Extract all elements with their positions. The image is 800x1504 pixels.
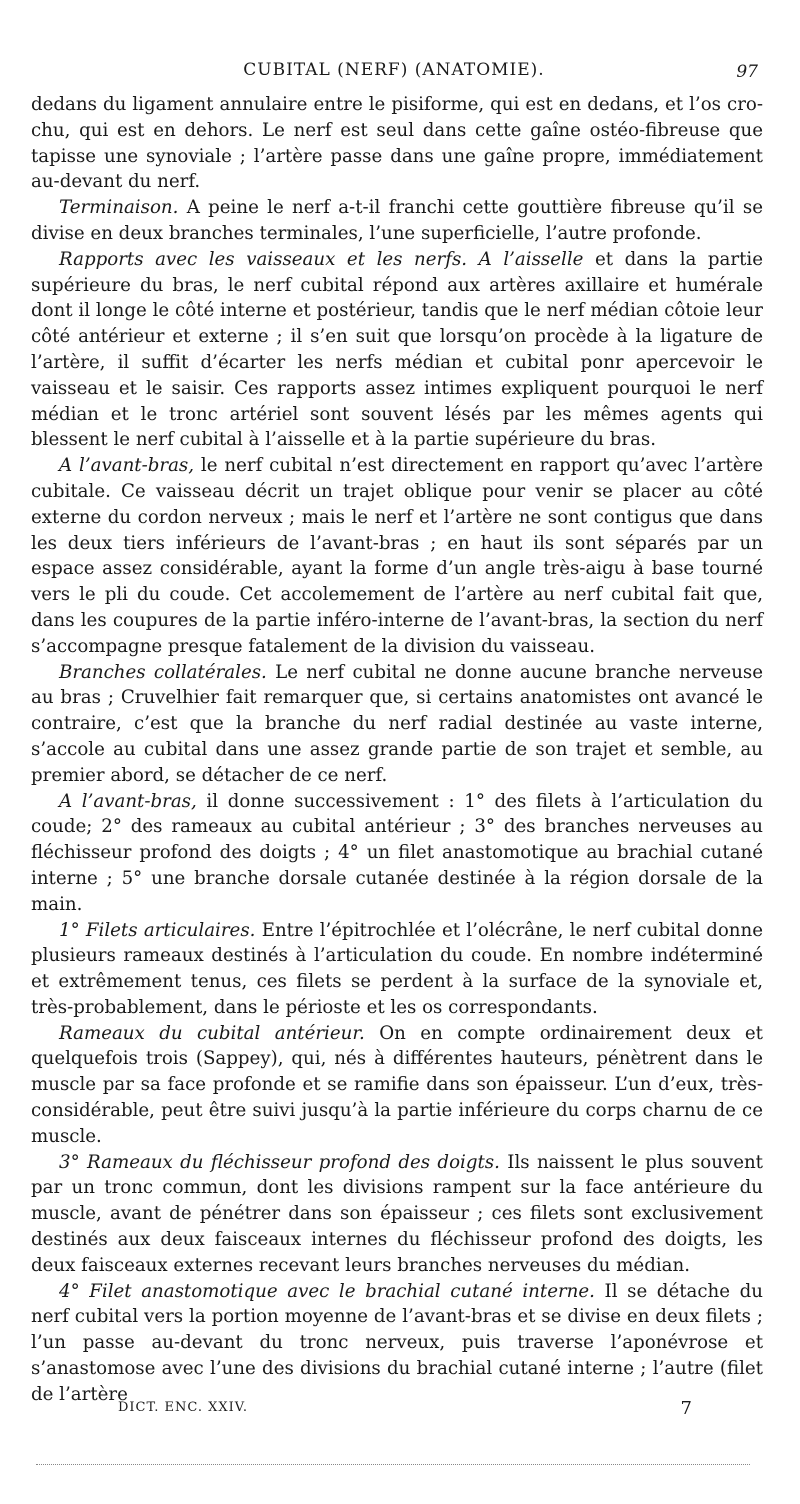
paragraph-text: Ils naissent le plus souvent par un tronc commun, dont les divisions rampent sur la face antérieure du muscle, avant de pénétrer dans son épaisseur ; ces filets sont exclusivement destinés aux deux faisceaux internes du fléchisseur profond des doigts, les deux faisceaux externes recevant leurs branches nerveuses du médian.	[31, 1151, 763, 1276]
paragraph-rameaux-flechisseur	[31, 1150, 763, 1279]
paragraph-avant-bras-branches	[31, 789, 763, 918]
paragraph-terminaison	[31, 195, 763, 247]
paragraph-lead: 3° Rameaux du fléchisseur profond des doigts.	[59, 1151, 500, 1173]
paragraph-lead: 1° Filets articulaires.	[59, 919, 256, 941]
paragraph-lead: Rapports avec les vaisseaux et les nerfs. A l’aisselle	[59, 248, 584, 270]
paragraph-text: Le nerf cubital ne donne aucune branche nerveuse au bras ; Cruvelhier fait remarquer que, si certains anatomistes ont avancé le contraire, c’est que la branche du nerf radial destinée au vaste interne, s’accole au cubital dans une assez grande partie de son trajet et semble, au premier abord, se détacher de ce nerf.	[31, 661, 764, 786]
paragraph-text: A peine le nerf a-t-il franchi cette gouttière fibreuse qu’il se divise en deux branches terminales, l’une superficielle, l’autre profonde.	[31, 197, 763, 244]
paragraph-lead: A l’avant-bras,	[59, 455, 195, 477]
page-footer	[118, 1398, 692, 1424]
paragraph-text: Entre l’épitrochlée et l’olécrâne, le nerf cubital donne plusieurs rameaux destinés à l’articulation du coude. En nombre indéterminé et extrêmement tenus, ces filets se perdent à la surface de la synoviale et, très-probablement, dans le périoste et les os correspondants.	[31, 919, 763, 1018]
sheet-number: 7	[680, 1398, 692, 1419]
paragraph-lead: Rameaux du cubital antérieur.	[59, 1022, 365, 1044]
paragraph-lead: Terminaison.	[59, 197, 179, 219]
paragraph-text: Il se détache du nerf cubital vers la portion moyenne de l’avant-bras et se divise en deux filets ; l’un passe au-devant du tronc nerveux, puis traverse l’aponévrose et s’anastomose avec l’une des divisions du brachial cutané interne ; l’autre (filet de l’artère	[31, 1280, 763, 1405]
paragraph-text: le nerf cubital n’est directement en rapport qu’avec l’artère cubitale. Ce vaisseau décrit un trajet oblique pour venir se placer au côté externe du cordon nerveux ; mais le nerf et l’artère ne sont contigus que dans les deux tiers inférieurs de l’avant-bras ; en haut ils sont séparés par un espace assez considérable, ayant la forme d’un angle très-aigu à base tourné vers le pli du coude. Cet accolemement de l’artère au nerf cubital fait que, dans les coupures de la partie inféro-interne de l’avant-bras, la section du nerf s’accompagne presque fatalement de la division du vaisseau.	[31, 455, 764, 657]
paragraph-avant-bras	[31, 453, 763, 659]
paragraph-filets-articulaires	[31, 918, 763, 1021]
paragraph-lead: A l’avant-bras,	[59, 790, 197, 812]
signature-mark: DICT. ENC. XXIV.	[118, 1400, 249, 1415]
paragraph-filet-anastomotique	[31, 1279, 763, 1408]
bottom-rule	[36, 1464, 750, 1465]
paragraph-text: et dans la partie supérieure du bras, le nerf cubital répond aux artères axillaire et humérale dont il longe le côté interne et postérieur, tandis que le nerf médian côtoie leur côté antérieur et externe ; il s’en suit que lorsqu’on procède à la ligature de l’artère, il suffit d’écarter les nerfs médian et cubital ponr apercevoir le vaisseau et le saisir. Ces rapports assez intimes expliquent pourquoi le nerf médian et le tronc artériel sont souvent lésés par les mêmes agents qui blessent le nerf cubital à l’aisselle et à la partie supérieure du bras.	[31, 248, 763, 451]
paragraph-text: dedans du ligament annulaire entre le pisiforme, qui est en dedans, et l’os cro-chu, qui est en dehors. Le nerf est seul dans cette gaîne ostéo-fibreuse que tapisse une synoviale ; l’artère passe dans une gaîne propre, immédiatement au-devant du nerf.	[31, 94, 763, 193]
paragraph-continuation	[31, 92, 763, 195]
paragraph-lead: 4° Filet anastomotique avec le brachial cutané interne.	[59, 1280, 595, 1302]
paragraph-text: il donne successivement : 1° des filets à l’articulation du coude; 2° des rameaux au cubital antérieur ; 3° des branches nerveuses au fléchisseur profond des doigts ; 4° un filet anastomotique au brachial cutané interne ; 5° une branche dorsale cutanée destinée à la région dorsale de la main.	[31, 790, 763, 915]
body-text	[31, 92, 763, 1408]
paragraph-branches-collaterales	[31, 660, 763, 789]
paragraph-lead: Branches collatérales.	[59, 661, 267, 683]
running-header	[30, 60, 758, 86]
page-number: 97	[736, 62, 758, 82]
page-title: CUBITAL (NERF) (ANATOMIE).	[243, 60, 545, 80]
paragraph-rapports	[31, 247, 763, 453]
paragraph-text: On en compte ordinairement deux et quelquefois trois (Sappey), qui, nés à différentes hauteurs, pénètrent dans le muscle par sa face profonde et se ramifie dans son épaisseur. L’un d’eux, très-considérable, peut être suivi jusqu’à la partie inférieure du corps charnu de ce muscle.	[31, 1022, 763, 1147]
paragraph-rameaux-cubital	[31, 1021, 763, 1150]
